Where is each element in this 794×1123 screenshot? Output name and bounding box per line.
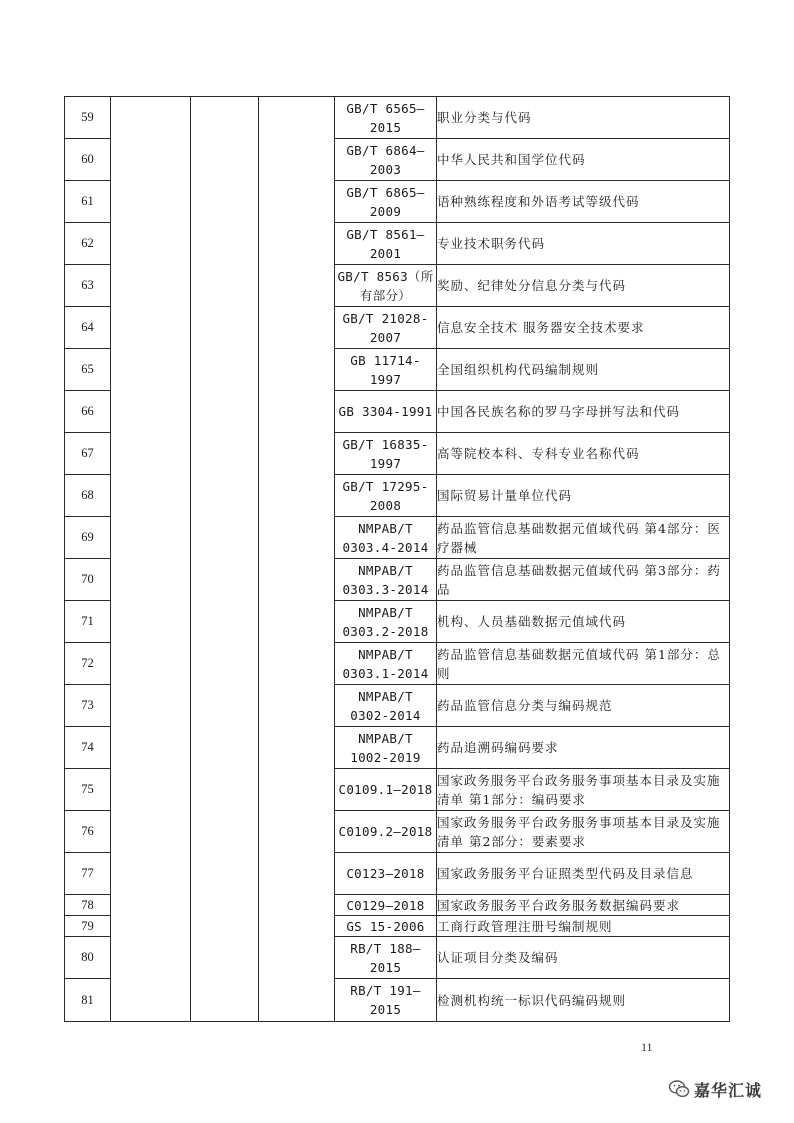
standard-code: NMPAB/T 0303.1-2014	[335, 643, 437, 685]
standard-name: 药品追溯码编码要求	[437, 727, 730, 769]
standard-name: 高等院校本科、专科专业名称代码	[437, 433, 730, 475]
row-number: 68	[65, 475, 111, 517]
standard-code: GB/T 16835-1997	[335, 433, 437, 475]
standard-code: C0123—2018	[335, 853, 437, 895]
standard-name: 国家政务服务平台政务服务事项基本目录及实施清单 第1部分：编码要求	[437, 769, 730, 811]
standard-name: 药品监管信息基础数据元值域代码 第4部分：医疗器械	[437, 517, 730, 559]
standards-table	[64, 96, 730, 1022]
page-number: 11	[641, 1040, 653, 1054]
standard-code: NMPAB/T 0303.4-2014	[335, 517, 437, 559]
standard-name: 药品监管信息基础数据元值域代码 第1部分：总则	[437, 643, 730, 685]
row-number: 80	[65, 937, 111, 979]
standard-code: NMPAB/T 0303.3-2014	[335, 559, 437, 601]
row-number: 65	[65, 349, 111, 391]
standard-name: 工商行政管理注册号编制规则	[437, 916, 730, 937]
row-number: 75	[65, 769, 111, 811]
standard-code: RB/T 191—2015	[335, 979, 437, 1022]
standard-code: NMPAB/T 0302-2014	[335, 685, 437, 727]
standard-name: 药品监管信息基础数据元值域代码 第3部分：药品	[437, 559, 730, 601]
standard-name: 全国组织机构代码编制规则	[437, 349, 730, 391]
standard-code: C0129—2018	[335, 895, 437, 916]
standard-code: NMPAB/T 0303.2-2018	[335, 601, 437, 643]
row-number: 64	[65, 307, 111, 349]
standards-table-body	[65, 97, 730, 1022]
standard-code: GS 15-2006	[335, 916, 437, 937]
standard-code: GB/T 6864—2003	[335, 139, 437, 181]
row-number: 79	[65, 916, 111, 937]
standard-name: 国家政务服务平台政务服务数据编码要求	[437, 895, 730, 916]
row-number: 70	[65, 559, 111, 601]
row-number: 71	[65, 601, 111, 643]
standard-code: GB 3304-1991	[335, 391, 437, 433]
row-number: 61	[65, 181, 111, 223]
row-number: 72	[65, 643, 111, 685]
row-number: 63	[65, 265, 111, 307]
row-number: 77	[65, 853, 111, 895]
standard-code: GB/T 6565—2015	[335, 97, 437, 139]
standard-name: 语种熟练程度和外语考试等级代码	[437, 181, 730, 223]
standard-name: 药品监管信息分类与编码规范	[437, 685, 730, 727]
row-number: 73	[65, 685, 111, 727]
standard-code: RB/T 188—2015	[335, 937, 437, 979]
standard-code: GB 11714-1997	[335, 349, 437, 391]
row-number: 76	[65, 811, 111, 853]
standard-name: 信息安全技术 服务器安全技术要求	[437, 307, 730, 349]
row-number: 67	[65, 433, 111, 475]
standard-code: GB/T 6865—2009	[335, 181, 437, 223]
wechat-icon	[668, 1079, 690, 1099]
standard-name: 认证项目分类及编码	[437, 937, 730, 979]
row-number: 74	[65, 727, 111, 769]
table-row	[65, 97, 730, 139]
standard-code: GB/T 8561—2001	[335, 223, 437, 265]
standard-code: C0109.1—2018	[335, 769, 437, 811]
row-number: 69	[65, 517, 111, 559]
merged-empty-cell	[111, 97, 191, 1022]
standard-name: 奖励、纪律处分信息分类与代码	[437, 265, 730, 307]
merged-empty-cell	[191, 97, 259, 1022]
standard-name: 机构、人员基础数据元值域代码	[437, 601, 730, 643]
standard-name: 国际贸易计量单位代码	[437, 475, 730, 517]
row-number: 66	[65, 391, 111, 433]
standard-name: 国家政务服务平台证照类型代码及目录信息	[437, 853, 730, 895]
row-number: 59	[65, 97, 111, 139]
standard-code: GB/T 21028-2007	[335, 307, 437, 349]
standard-name: 职业分类与代码	[437, 97, 730, 139]
account-watermark	[668, 1078, 762, 1100]
standard-code: GB/T 8563（所有部分）	[335, 265, 437, 307]
row-number: 78	[65, 895, 111, 916]
standard-name: 国家政务服务平台政务服务事项基本目录及实施清单 第2部分：要素要求	[437, 811, 730, 853]
merged-empty-cell	[259, 97, 335, 1022]
standard-name: 中国各民族名称的罗马字母拼写法和代码	[437, 391, 730, 433]
row-number: 60	[65, 139, 111, 181]
standard-name: 检测机构统一标识代码编码规则	[437, 979, 730, 1022]
watermark-text: 嘉华汇诚	[694, 1080, 763, 1100]
row-number: 62	[65, 223, 111, 265]
standard-name: 中华人民共和国学位代码	[437, 139, 730, 181]
standard-code: NMPAB/T 1002-2019	[335, 727, 437, 769]
standard-code: GB/T 17295-2008	[335, 475, 437, 517]
row-number: 81	[65, 979, 111, 1022]
standard-code: C0109.2—2018	[335, 811, 437, 853]
standard-name: 专业技术职务代码	[437, 223, 730, 265]
